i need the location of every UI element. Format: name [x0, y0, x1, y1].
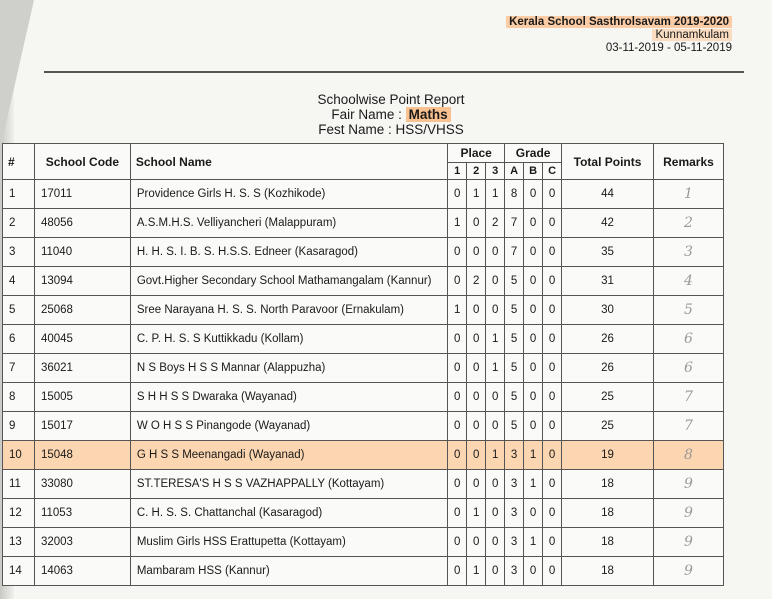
grade-b: 0 [524, 296, 543, 325]
header-school-code: School Code [34, 144, 130, 180]
grade-b: 0 [524, 180, 543, 209]
fest-name: Kerala School Sasthrolsavam 2019-2020 [506, 16, 732, 28]
header-school-name: School Name [130, 144, 447, 180]
school-name: ST.TERESA'S H S S VAZHAPPALLY (Kottayam) [130, 470, 447, 499]
total-points: 25 [562, 412, 654, 441]
remark: 1 [653, 180, 723, 209]
school-code: 25068 [34, 296, 130, 325]
grade-b: 0 [524, 209, 543, 238]
school-name: H. H. S. I. B. S. H.S.S. Edneer (Kasaragod) [130, 238, 447, 267]
place-3: 1 [486, 354, 505, 383]
place-1: 0 [448, 267, 467, 296]
remark: 4 [653, 267, 723, 296]
place-2: 0 [467, 296, 486, 325]
grade-c: 0 [543, 296, 562, 325]
row-number: 5 [3, 296, 35, 325]
place-2: 0 [467, 383, 486, 412]
grade-a: 3 [505, 557, 524, 586]
place-1: 0 [448, 499, 467, 528]
fair-name-value: Maths [406, 107, 451, 122]
fest-name-line [10, 122, 772, 137]
row-number: 1 [3, 180, 35, 209]
remark: 8 [653, 441, 723, 470]
school-code: 33080 [34, 470, 130, 499]
place-1: 1 [448, 209, 467, 238]
total-points: 35 [562, 238, 654, 267]
table-row [3, 296, 724, 325]
report-title-block [0, 92, 772, 137]
fest-name-value: HSS/VHSS [395, 122, 464, 137]
grade-a: 5 [505, 296, 524, 325]
grade-c: 0 [543, 528, 562, 557]
school-code: 40045 [34, 325, 130, 354]
total-points: 31 [562, 267, 654, 296]
header-divider [44, 71, 744, 73]
remark: 9 [653, 528, 723, 557]
row-number: 2 [3, 209, 35, 238]
total-points: 30 [562, 296, 654, 325]
place-2: 1 [467, 180, 486, 209]
header-num: # [3, 144, 35, 180]
grade-c: 0 [543, 267, 562, 296]
total-points: 18 [562, 557, 654, 586]
total-points: 44 [562, 180, 654, 209]
school-name: W O H S S Pinangode (Wayanad) [130, 412, 447, 441]
row-number: 9 [3, 412, 35, 441]
grade-c: 0 [543, 383, 562, 412]
grade-a: 7 [505, 238, 524, 267]
total-points: 25 [562, 383, 654, 412]
total-points: 18 [562, 499, 654, 528]
header-grade-c: C [543, 163, 562, 180]
remark: 7 [653, 412, 723, 441]
place-1: 0 [448, 180, 467, 209]
school-name: Providence Girls H. S. S (Kozhikode) [130, 180, 447, 209]
grade-a: 3 [505, 528, 524, 557]
table-row [3, 180, 724, 209]
grade-c: 0 [543, 354, 562, 383]
remark: 6 [653, 325, 723, 354]
school-name: C. P. H. S. S Kuttikkadu (Kollam) [130, 325, 447, 354]
row-number: 4 [3, 267, 35, 296]
school-name: S H H S S Dwaraka (Wayanad) [130, 383, 447, 412]
grade-c: 0 [543, 238, 562, 267]
grade-a: 8 [505, 180, 524, 209]
table-body [3, 180, 724, 586]
table-row [3, 354, 724, 383]
grade-c: 0 [543, 557, 562, 586]
place-2: 0 [467, 528, 486, 557]
header-remarks: Remarks [653, 144, 723, 180]
place-3: 0 [486, 528, 505, 557]
place-2: 0 [467, 325, 486, 354]
grade-c: 0 [543, 325, 562, 354]
remark: 7 [653, 383, 723, 412]
grade-c: 0 [543, 180, 562, 209]
table-row [3, 528, 724, 557]
place-2: 0 [467, 412, 486, 441]
header-place-2: 2 [467, 163, 486, 180]
header-place-1: 1 [448, 163, 467, 180]
table-row [3, 209, 724, 238]
row-number: 3 [3, 238, 35, 267]
place-3: 2 [486, 209, 505, 238]
place-1: 0 [448, 325, 467, 354]
header-grade-b: B [524, 163, 543, 180]
remark: 6 [653, 354, 723, 383]
grade-b: 0 [524, 383, 543, 412]
grade-b: 0 [524, 557, 543, 586]
total-points: 18 [562, 528, 654, 557]
grade-a: 5 [505, 412, 524, 441]
grade-b: 0 [524, 354, 543, 383]
grade-b: 1 [524, 441, 543, 470]
remark: 9 [653, 557, 723, 586]
fair-name-label: Fair Name : [331, 107, 402, 122]
grade-c: 0 [543, 209, 562, 238]
place-3: 0 [486, 238, 505, 267]
header-place-3: 3 [486, 163, 505, 180]
school-name: Sree Narayana H. S. S. North Paravoor (Ernakulam) [130, 296, 447, 325]
school-code: 11053 [34, 499, 130, 528]
place-2: 2 [467, 267, 486, 296]
place-1: 0 [448, 528, 467, 557]
place-1: 1 [448, 296, 467, 325]
table-row [3, 470, 724, 499]
place-1: 0 [448, 470, 467, 499]
table-row [3, 238, 724, 267]
place-3: 0 [486, 499, 505, 528]
grade-b: 0 [524, 499, 543, 528]
place-3: 0 [486, 267, 505, 296]
place-2: 0 [467, 441, 486, 470]
row-number: 12 [3, 499, 35, 528]
table-row [3, 557, 724, 586]
school-code: 36021 [34, 354, 130, 383]
grade-a: 5 [505, 325, 524, 354]
school-code: 13094 [34, 267, 130, 296]
school-name: C. H. S. S. Chattanchal (Kasaragod) [130, 499, 447, 528]
place-3: 0 [486, 296, 505, 325]
school-code: 17011 [34, 180, 130, 209]
place-1: 0 [448, 238, 467, 267]
total-points: 26 [562, 354, 654, 383]
grade-a: 5 [505, 383, 524, 412]
school-code: 48056 [34, 209, 130, 238]
total-points: 18 [562, 470, 654, 499]
header-total-points: Total Points [562, 144, 654, 180]
place-3: 0 [486, 383, 505, 412]
grade-a: 3 [505, 470, 524, 499]
place-3: 1 [486, 441, 505, 470]
date-range: 03-11-2019 - 05-11-2019 [605, 42, 732, 54]
table-row [3, 441, 724, 470]
place-1: 0 [448, 354, 467, 383]
point-report-table [2, 143, 724, 586]
grade-b: 0 [524, 238, 543, 267]
grade-b: 1 [524, 470, 543, 499]
total-points: 42 [562, 209, 654, 238]
row-number: 14 [3, 557, 35, 586]
school-name: Govt.Higher Secondary School Mathamangalam (Kannur) [130, 267, 447, 296]
place-1: 0 [448, 412, 467, 441]
school-name: Muslim Girls HSS Erattupetta (Kottayam) [130, 528, 447, 557]
place-3: 0 [486, 412, 505, 441]
place-3: 0 [486, 470, 505, 499]
grade-a: 5 [505, 354, 524, 383]
grade-a: 3 [505, 499, 524, 528]
school-code: 14063 [34, 557, 130, 586]
school-code: 15005 [34, 383, 130, 412]
grade-a: 5 [505, 267, 524, 296]
place-2: 0 [467, 470, 486, 499]
school-code: 15048 [34, 441, 130, 470]
document-header [506, 16, 732, 55]
school-name: G H S S Meenangadi (Wayanad) [130, 441, 447, 470]
grade-b: 1 [524, 528, 543, 557]
header-grade-a: A [505, 163, 524, 180]
place-1: 0 [448, 383, 467, 412]
grade-b: 0 [524, 412, 543, 441]
fest-name-label: Fest Name : [318, 122, 392, 137]
fair-name-line [10, 107, 772, 122]
grade-b: 0 [524, 325, 543, 354]
place-2: 1 [467, 557, 486, 586]
row-number: 8 [3, 383, 35, 412]
remark: 5 [653, 296, 723, 325]
venue: Kunnamkulam [652, 29, 732, 41]
table-row [3, 412, 724, 441]
row-number: 11 [3, 470, 35, 499]
grade-a: 3 [505, 441, 524, 470]
row-number: 6 [3, 325, 35, 354]
school-code: 11040 [34, 238, 130, 267]
place-1: 0 [448, 441, 467, 470]
grade-c: 0 [543, 470, 562, 499]
place-2: 0 [467, 209, 486, 238]
header-place: Place [448, 144, 505, 163]
place-2: 0 [467, 238, 486, 267]
place-3: 1 [486, 180, 505, 209]
remark: 9 [653, 470, 723, 499]
grade-c: 0 [543, 441, 562, 470]
grade-b: 0 [524, 267, 543, 296]
school-name: A.S.M.H.S. Velliyancheri (Malappuram) [130, 209, 447, 238]
row-number: 13 [3, 528, 35, 557]
table-row [3, 325, 724, 354]
remark: 2 [653, 209, 723, 238]
total-points: 26 [562, 325, 654, 354]
remark: 3 [653, 238, 723, 267]
school-code: 15017 [34, 412, 130, 441]
grade-c: 0 [543, 499, 562, 528]
table-row [3, 383, 724, 412]
school-code: 32003 [34, 528, 130, 557]
grade-c: 0 [543, 412, 562, 441]
table-row [3, 267, 724, 296]
table-row [3, 499, 724, 528]
row-number: 7 [3, 354, 35, 383]
place-1: 0 [448, 557, 467, 586]
place-2: 1 [467, 499, 486, 528]
school-name: N S Boys H S S Mannar (Alappuzha) [130, 354, 447, 383]
place-3: 1 [486, 325, 505, 354]
report-title: Schoolwise Point Report [317, 92, 465, 107]
place-2: 0 [467, 354, 486, 383]
remark: 9 [653, 499, 723, 528]
total-points: 19 [562, 441, 654, 470]
row-number: 10 [3, 441, 35, 470]
header-grade: Grade [505, 144, 562, 163]
place-3: 0 [486, 557, 505, 586]
grade-a: 7 [505, 209, 524, 238]
school-name: Mambaram HSS (Kannur) [130, 557, 447, 586]
